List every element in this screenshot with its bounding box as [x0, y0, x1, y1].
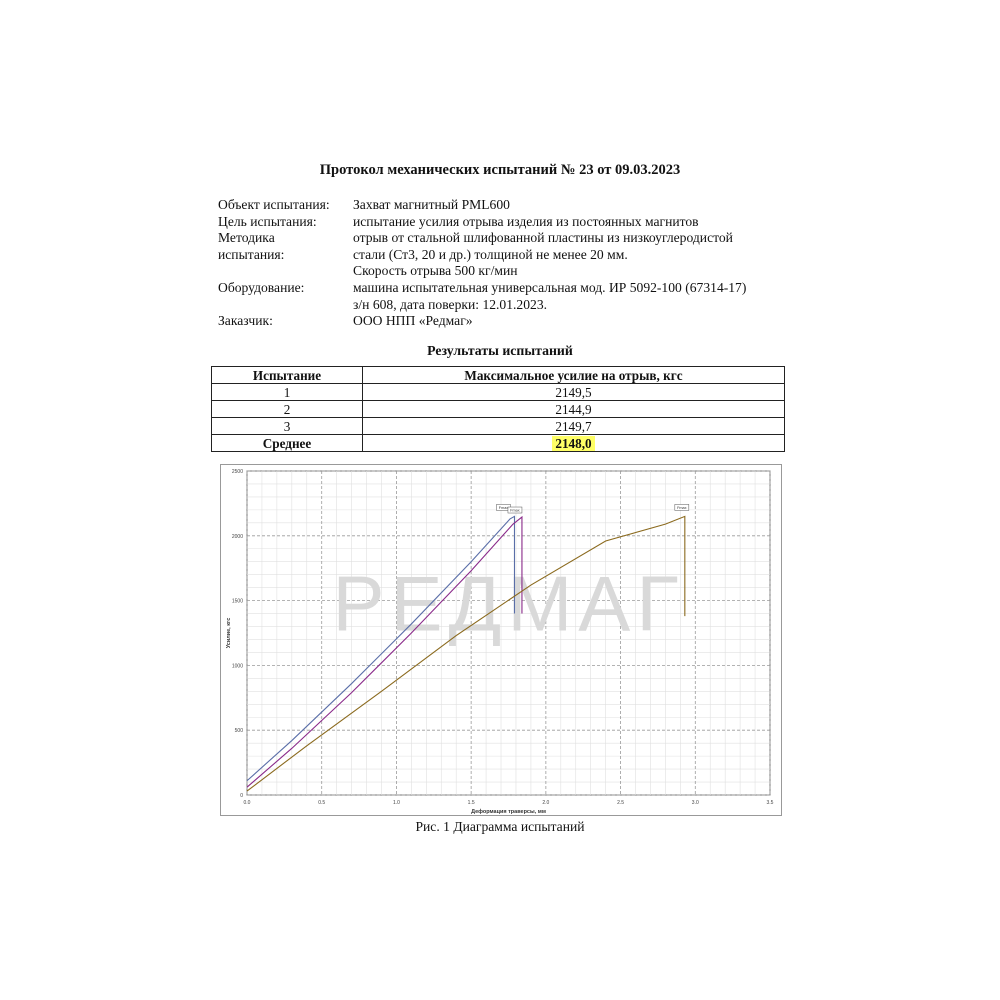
y-tick-label: 2500 — [231, 469, 243, 475]
x-tick-label: 0.5 — [318, 800, 326, 806]
table-row — [212, 401, 785, 418]
info-label: Заказчик: — [218, 313, 273, 329]
x-tick-label: 1.0 — [392, 800, 400, 806]
average-value: 2148,0 — [552, 436, 594, 451]
y-tick-label: 1500 — [231, 598, 243, 605]
test-number: 3 — [212, 418, 363, 435]
info-label: испытания: — [218, 246, 285, 262]
info-row — [218, 263, 790, 280]
info-row — [218, 230, 790, 247]
header-max-force: Максимальное усилие на отрыв, кгс — [363, 367, 785, 384]
x-tick-label: 3.0 — [691, 800, 699, 806]
header-test: Испытание — [212, 367, 363, 384]
info-label: Методика — [218, 230, 275, 246]
info-value: испытание усилия отрыва изделия из постоянных магнитов — [353, 213, 699, 229]
info-row — [218, 197, 790, 214]
info-value: з/н 608, дата поверки: 12.01.2023. — [353, 296, 548, 312]
results-table — [211, 366, 785, 452]
x-tick-label: 3.5 — [766, 800, 774, 806]
chart-svg — [221, 465, 781, 815]
info-value: Захват магнитный PML600 — [353, 197, 510, 212]
y-tick-label: 2000 — [231, 533, 243, 540]
protocol-title: Протокол механических испытаний № 23 от 09.03.2023 — [319, 162, 681, 178]
info-value: машина испытательная универсальная мод. ИР 5092-100 (67314-17) — [353, 279, 747, 295]
average-cell — [363, 435, 785, 452]
test-number: 2 — [212, 401, 363, 418]
x-tick-label: 2.0 — [542, 800, 550, 806]
info-label: Цель испытания: — [218, 213, 317, 229]
max-force-value: 2144,9 — [363, 401, 785, 418]
average-label: Среднее — [212, 435, 363, 452]
table-row — [212, 384, 785, 401]
info-row — [218, 313, 790, 330]
peak-marker-label: Fmax — [510, 508, 520, 513]
max-force-value: 2149,5 — [363, 384, 785, 401]
info-row — [218, 214, 790, 231]
info-value: стали (Ст3, 20 и др.) толщиной не менее 20 мм. — [353, 246, 628, 262]
watermark: РЕДМАГ — [332, 559, 685, 648]
peak-marker-label: Fmax — [498, 505, 509, 510]
max-force-value: 2149,7 — [363, 418, 785, 435]
y-axis-label: Усилие, кгс — [226, 617, 232, 649]
info-value: ООО НПП «Редмаг» — [353, 313, 473, 329]
info-value: отрыв от стальной шлифованной пластины из низкоуглеродистой — [353, 230, 733, 246]
info-label: Оборудование: — [218, 279, 305, 295]
info-label: Объект испытания: — [218, 197, 330, 212]
test-chart — [220, 464, 782, 816]
info-row — [218, 280, 790, 297]
table-header-row — [212, 367, 785, 384]
x-axis-label: Деформация траверсы, мм — [471, 809, 546, 815]
y-tick-label: 500 — [234, 728, 243, 735]
table-row — [212, 418, 785, 435]
x-tick-label: 2.5 — [617, 800, 625, 806]
average-row — [212, 435, 785, 452]
x-tick-label: 1.5 — [467, 800, 475, 806]
info-row — [218, 297, 790, 314]
peak-marker-label: Fmax — [677, 505, 687, 510]
figure-caption: Рис. 1 Диаграмма испытаний — [415, 819, 585, 834]
info-label — [218, 263, 353, 280]
info-label — [218, 297, 353, 314]
info-block — [218, 197, 790, 330]
y-tick-label: 0 — [240, 793, 243, 799]
y-tick-label: 1000 — [231, 663, 243, 670]
results-title: Результаты испытаний — [427, 343, 573, 358]
test-number: 1 — [212, 384, 363, 401]
x-tick-label: 0.0 — [243, 800, 251, 806]
info-row — [218, 247, 790, 264]
info-value: Скорость отрыва 500 кг/мин — [353, 263, 518, 279]
